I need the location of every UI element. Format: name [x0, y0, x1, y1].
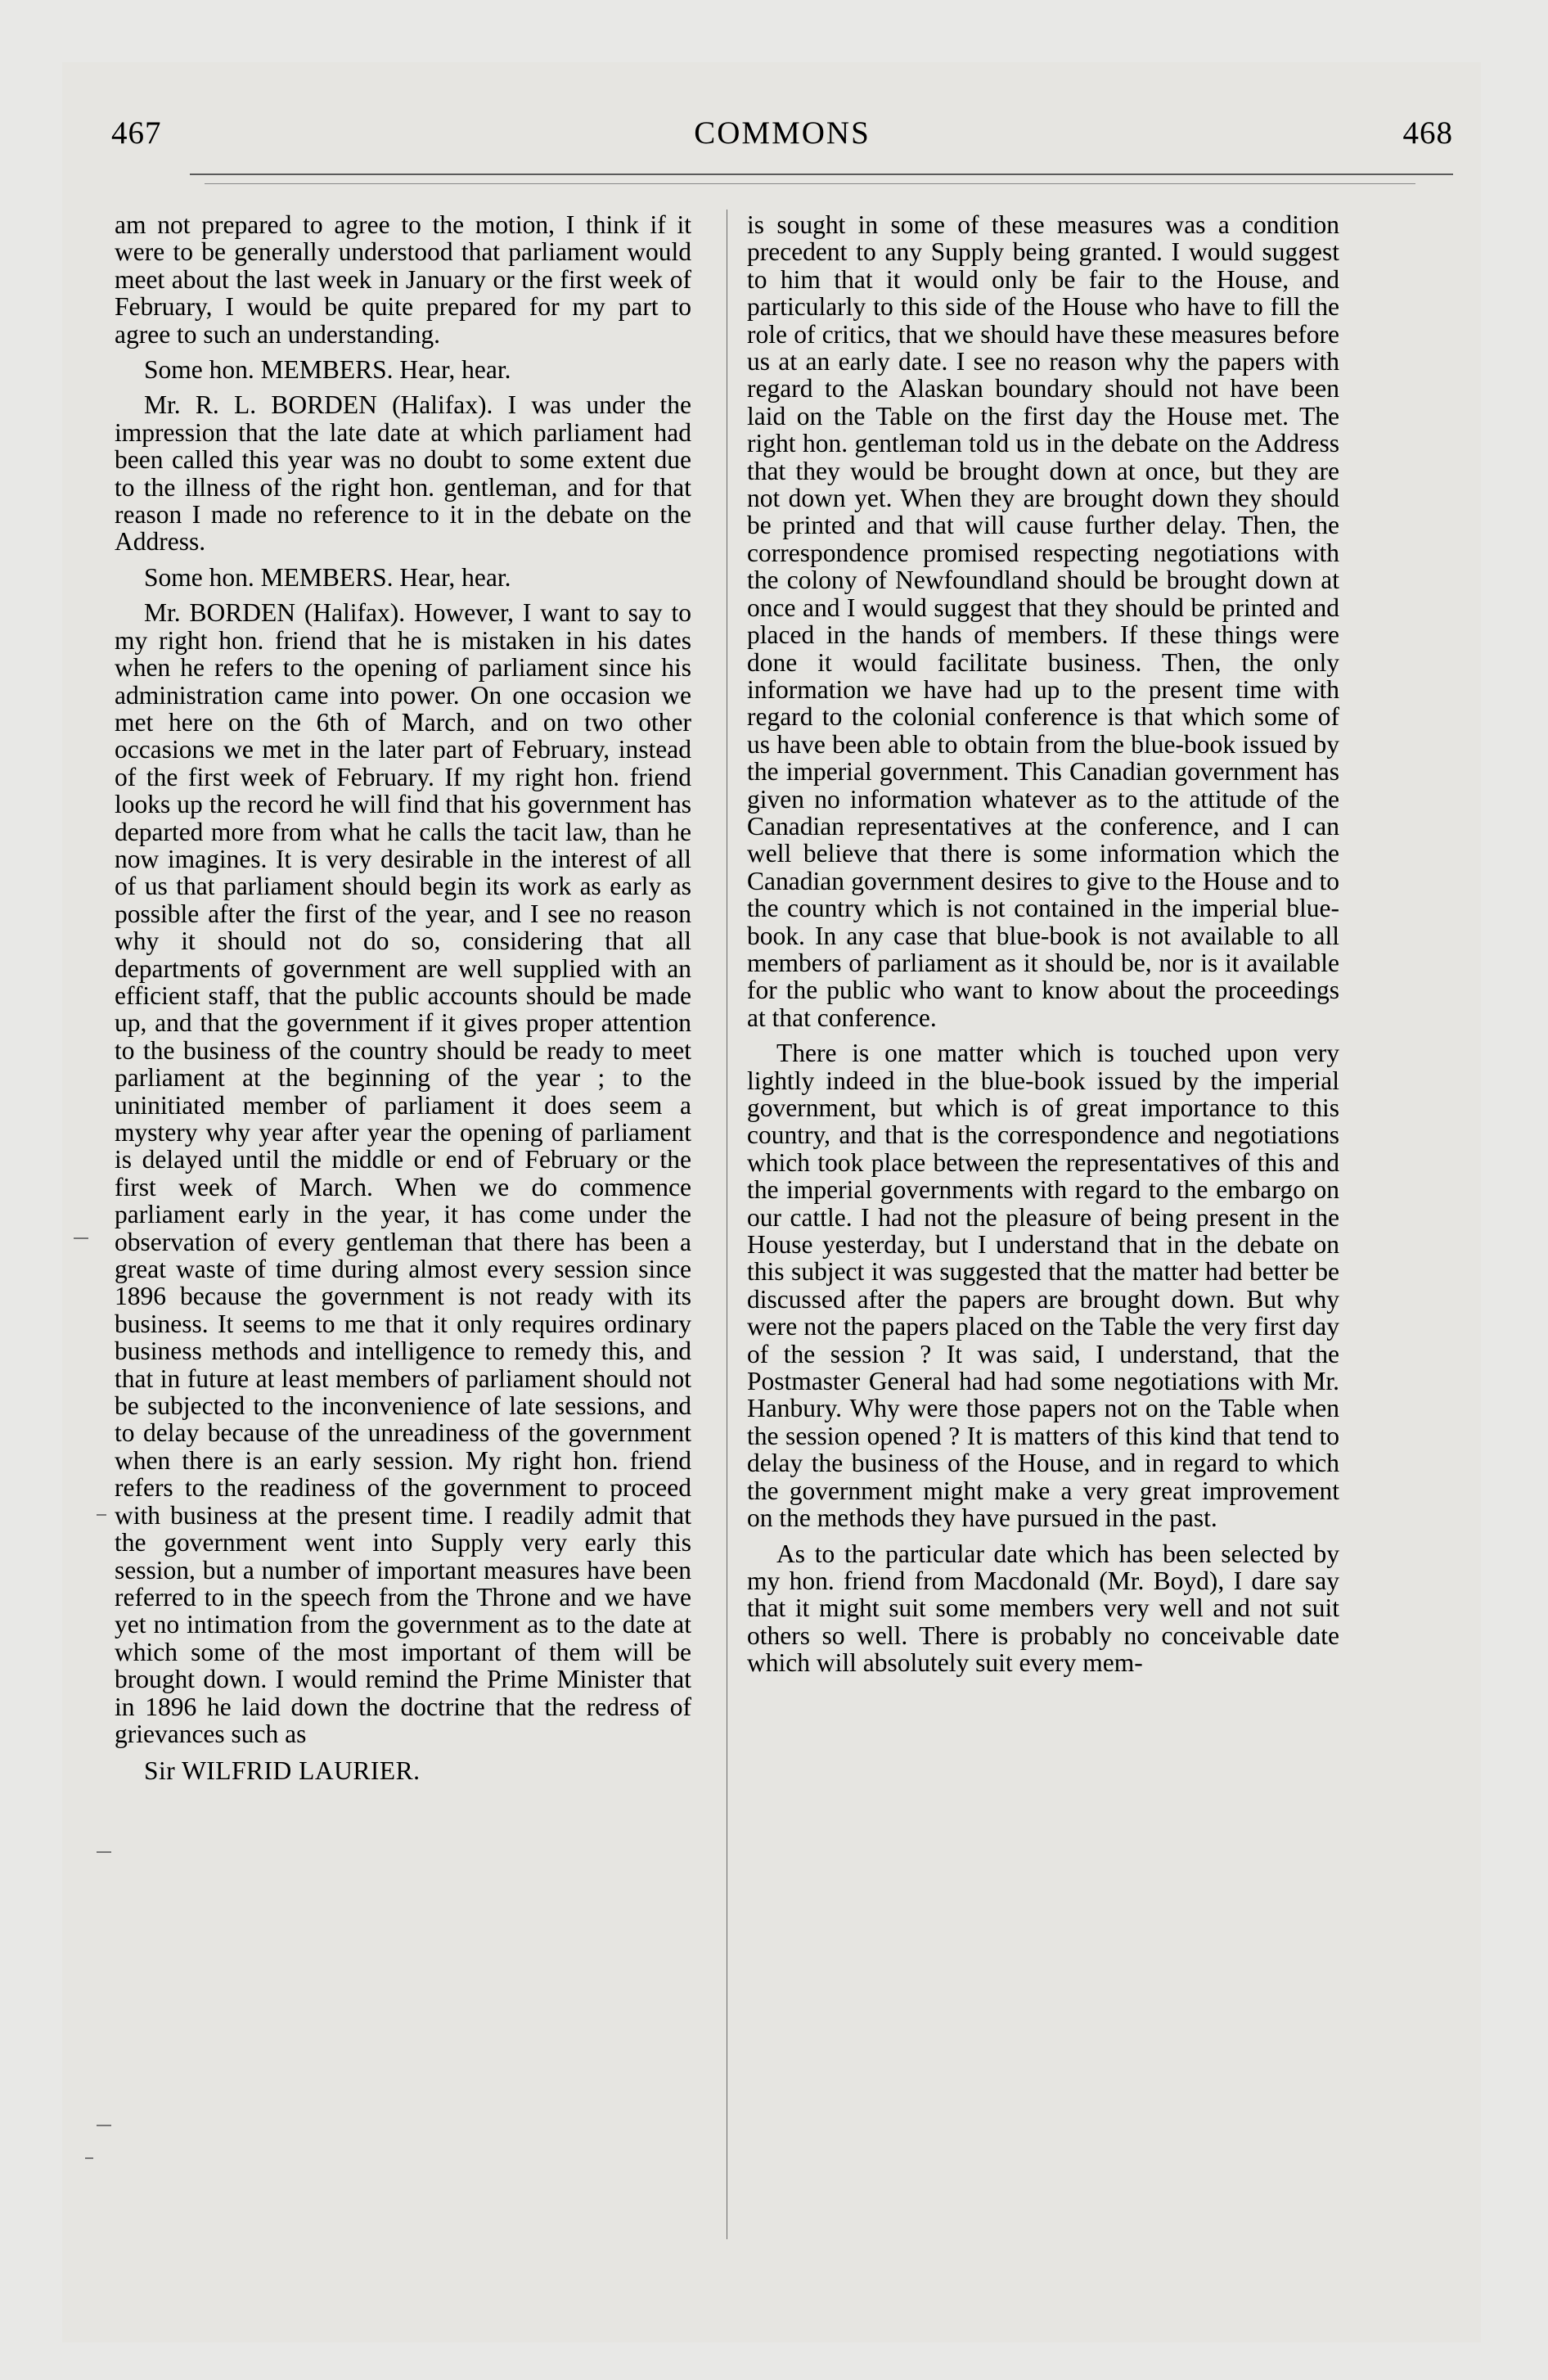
right-column	[747, 211, 1339, 1685]
page-title: COMMONS	[694, 115, 871, 151]
speaker-name: Sir WILFRID LAURIER.	[144, 1756, 421, 1786]
page-number-left: 467	[111, 115, 162, 151]
interjection: Some hon. MEMBERS. Hear, hear.	[144, 562, 511, 592]
margin-mark	[74, 1237, 88, 1239]
page-number-right: 468	[1402, 115, 1453, 151]
left-column	[115, 211, 691, 1793]
margin-mark	[97, 1514, 106, 1516]
header-rule	[190, 174, 1453, 175]
paragraph: is sought in some of these measures was a condition precedent to any Supply being granted. I would suggest to him that it would only be fair to the House, and particularly to this side of the House who have to fill the role of critics, that we should have these measures before us at an early date. I see no reason why the papers with regard to the Alaskan boundary should not have been laid on the Table on the first day the House met. The right hon. gentleman told us in the debate on the Address that they would be brought down at once, but they are not down yet. When they are brought down they should be printed and that will cause further delay. Then, the correspondence promised respecting negotiations with the colony of Newfoundland should be brought down at once and I would suggest that they should be printed and placed in the hands of members. If these things were done it would facilitate business. Then, the only information we have had up to the present time with regard to the colonial conference is that which some of us have been able to obtain from the blue-book issued by the imperial government. This Canadian government has given no information whatever as to the attitude of the Canadian representatives at the conference, and I can well believe that there is some information which the Canadian government desires to give to the House and to the country which is not contained in the imperial blue-book. In any case that blue-book is not available to all members of parliament as it should be, nor is it available for the public who want to know about the proceedings at that conference.	[747, 210, 1339, 1032]
interjection: Some hon. MEMBERS. Hear, hear.	[144, 355, 511, 385]
paragraph: There is one matter which is touched upon very lightly indeed in the blue-book issued by the imperial government, but which is of great importance to this country, and that is the correspondence and negotiations which took place between the representatives of this and the imperial governments with regard to the embargo on our cattle. I had not the pleasure of being present in the House yesterday, but I understand that in the debate on this subject it was suggested that the matter had better be discussed after the papers are brought down. But why were not the papers placed on the Table the very first day of the session ? It was said, I understand, that the Postmaster General had had some negotiations with Mr. Hanbury. Why were those papers not on the Table when the session opened ? It is matters of this kind that tend to delay the business of the House, and in regard to which the government might make a very great improvement on the methods they have pursued in the past.	[747, 1039, 1339, 1533]
paragraph: Mr. R. L. BORDEN (Halifax). I was under the impression that the late date at which parliament had been called this year was no doubt to some extent due to the illness of the right hon. gentleman, and for that reason I made no reference to it in the debate on the Address.	[115, 390, 691, 557]
header-rule-thin	[205, 183, 1415, 184]
paragraph: Mr. BORDEN (Halifax). However, I want to say to my right hon. friend that he is mistaken in his dates when he refers to the opening of parliament since his administration came into power. On one occasion we met here on the 6th of March, and on two other occasions we met in the later part of February, instead of the first week of February. If my right hon. friend looks up the record he will find that his government has departed more from what he calls the tacit law, than he now imagines. It is very desirable in the interest of all of us that parliament should begin its work as early as possible after the first of the year, and I see no reason why it should not do so, considering that all departments of government are well supplied with an efficient staff, that the public accounts should be made up, and that the government if it gives proper attention to the business of the country should be ready to meet parliament at the beginning of the year ; to the uninitiated member of parliament it does seem a mystery why year after year the opening of parliament is delayed until the middle or end of February or the first week of March. When we do commence parliament early in the year, it has come under the observation of every gentleman that there has been a great waste of time during almost every session since 1896 because the government is not ready with its business. It seems to me that it only requires ordinary business methods and intelligence to remedy this, and that in future at least members of parliament should not be subjected to the inconvenience of late sessions, and to delay because of the unreadiness of the government when there is an early session. My right hon. friend refers to the readiness of the government to proceed with business at the present time. I readily admit that the government went into Supply very early this session, but a number of important measures have been referred to in the speech from the Throne and we have yet no intimation from the government as to the date at which some of the most important of them will be brought down. I would remind the Prime Minister that in 1896 he laid down the doctrine that the redress of grievances such as	[115, 598, 691, 1748]
paragraph: As to the particular date which has been selected by my hon. friend from Macdonald (Mr. Boyd), I dare say that it might suit some members very well and not suit others so well. There is probably no conceivable date which will absolutely suit every mem-	[747, 1539, 1339, 1678]
paragraph: am not prepared to agree to the motion, I think if it were to be generally understood that parliament would meet about the last week in January or the first week of February, I would be quite prepared for my part to agree to such an understanding.	[115, 210, 691, 349]
page-header	[111, 115, 1453, 164]
margin-mark	[97, 1851, 111, 1853]
margin-mark	[85, 2157, 93, 2159]
margin-mark	[97, 2125, 111, 2126]
